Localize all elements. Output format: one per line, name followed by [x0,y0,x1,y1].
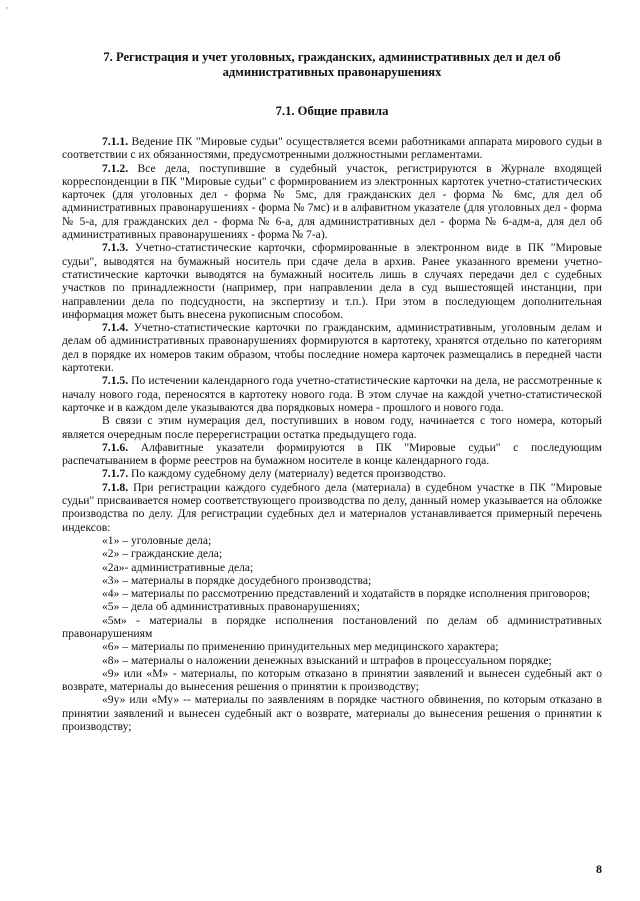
paragraph-text: Все дела, поступившие в судебный участок, регистрируются в Журнале входящей корреспонденции в ПК "Мировые судьи" с формированием из электронных картотек учетно-статистических карточек (для уголовных дел - форма № 5мс, для гражданских дел - форма № 6мс, для дел об административных правонарушениях - форма № 7мс) и в алфавитном указателе (для уголовных дел - форма № 5-а, для гражданских дел - форма № 6-а, для административных дел - форма № 6-адм-а, для дел об административных правонарушениях - форма № 7-а). [62,161,602,242]
paragraph-number: 7.1.2. [102,161,129,175]
paragraph-number: 7.1.5. [102,374,129,388]
paragraph-number: 7.1.6. [102,440,129,454]
index-item: «2» – гражданские дела; [102,547,223,561]
paragraph [62,467,602,480]
page-number: 8 [596,862,602,876]
index-item: «9» или «М» - материалы, по которым отказано в принятии заявлений и вынесен судебный акт о возврате, материалы до вынесения решения о принятии к производству; [62,666,602,694]
chapter-title: 7. Регистрация и учет уголовных, гражданских, административных дел и дел об административных правонарушениях [103,50,561,79]
section-title: 7.1. Общие правила [275,104,389,118]
paragraph [62,441,602,468]
paragraph [62,241,602,321]
paragraph-number: 7.1.7. [102,467,129,481]
paragraph-text: При регистрации каждого судебного дела (материала) в судебном участке в ПК "Мировые судьи" присваивается номер соответствующего производства по делу, данный номер указывается на обложке производства по делу. Для регистрации судебных дел и материалов устанавливается примерный перечень индексов: [62,480,602,534]
paragraph-number: 7.1.1. [102,135,129,148]
paragraph-number: 7.1.4. [102,321,129,335]
index-item: «5» – дела об административных правонарушениях; [102,600,360,614]
paragraph-text: В связи с этим нумерация дел, поступивших в новом году, начинается с того номера, который является очередным после перерегистрации остатка предыдущего года. [62,414,602,441]
paragraph-text: Учетно-статистические карточки, сформированные в электронном виде в ПК "Мировые судьи", выводятся на бумажный носитель при сдаче дела в архив. Ранее указанного времени учетно-статистические карточки выводятся на бумажный носитель лишь в случаях передачи дел с судебных участков по принадлежности (например, при направлении дела в суд вышестоящей инстанции, при направлении дела по подсудности, на экспертизу и т.п.). При этом в последующем дополнительная информация может быть внесена рукописным способом. [62,241,602,321]
paragraph-text: Учетно-статистические карточки по гражданским, административным, уголовным делам и делам об административных правонарушениях формируются в картотеку, хранятся отдельно по категориям дел в порядке их номеров таким образом, чтобы последние номера карточек размещались в передней части картотеки. [62,321,602,375]
paragraph [62,135,602,162]
paragraph [62,481,602,534]
index-item: «9у» или «Му» -- материалы по заявлениям в порядке частного обвинения, по которым отказано в принятии заявлений и вынесен судебный акт о возврате, материалы до вынесения решения о принятии к производству; [62,693,602,734]
index-item: «4» – материалы по рассмотрению представлений и ходатайств в порядке исполнения приговоров; [102,587,590,601]
scan-mark: ' [6,6,8,17]
paragraph [62,162,602,242]
paragraph-number: 7.1.3. [102,241,129,255]
paragraph-number: 7.1.8. [102,480,129,494]
document-body [62,135,602,733]
index-item: «5м» - материалы в порядке исполнения постановлений по делам об административных правонарушениям [62,613,602,640]
index-item: «1» – уголовные дела; [102,533,212,547]
paragraph [62,374,602,414]
paragraph [62,414,602,441]
paragraph-text: По каждому судебному делу (материалу) ведется производство. [128,467,446,481]
paragraph [62,321,602,374]
paragraph-text: Алфавитные указатели формируются в ПК "Мировые судьи" с последующим распечатыванием в форме реестров на бумажном носителе в конце календарного года. [62,440,602,468]
index-item: «8» – материалы о наложении денежных взысканий и штрафов в процессуальном порядке; [102,653,552,667]
paragraph-text: Ведение ПК "Мировые судьи" осуществляется всеми работниками аппарата мирового судьи в соответствии с их обязанностями, предусмотренными должностными регламентами. [62,135,602,162]
paragraph-text: По истечении календарного года учетно-статистические карточки на дела, не рассмотренные к началу нового года, переносятся в картотеку нового года. В этом случае на каждой учетно-статистической карточке и в каждом деле указываются два порядковых номера - прошлого и нового года. [62,374,602,414]
index-item: «3» – материалы в порядке досудебного производства; [102,573,372,587]
index-item: «2а»- административные дела; [102,560,254,574]
index-item: «6» – материалы по применению принудительных мер медицинского характера; [102,640,499,654]
